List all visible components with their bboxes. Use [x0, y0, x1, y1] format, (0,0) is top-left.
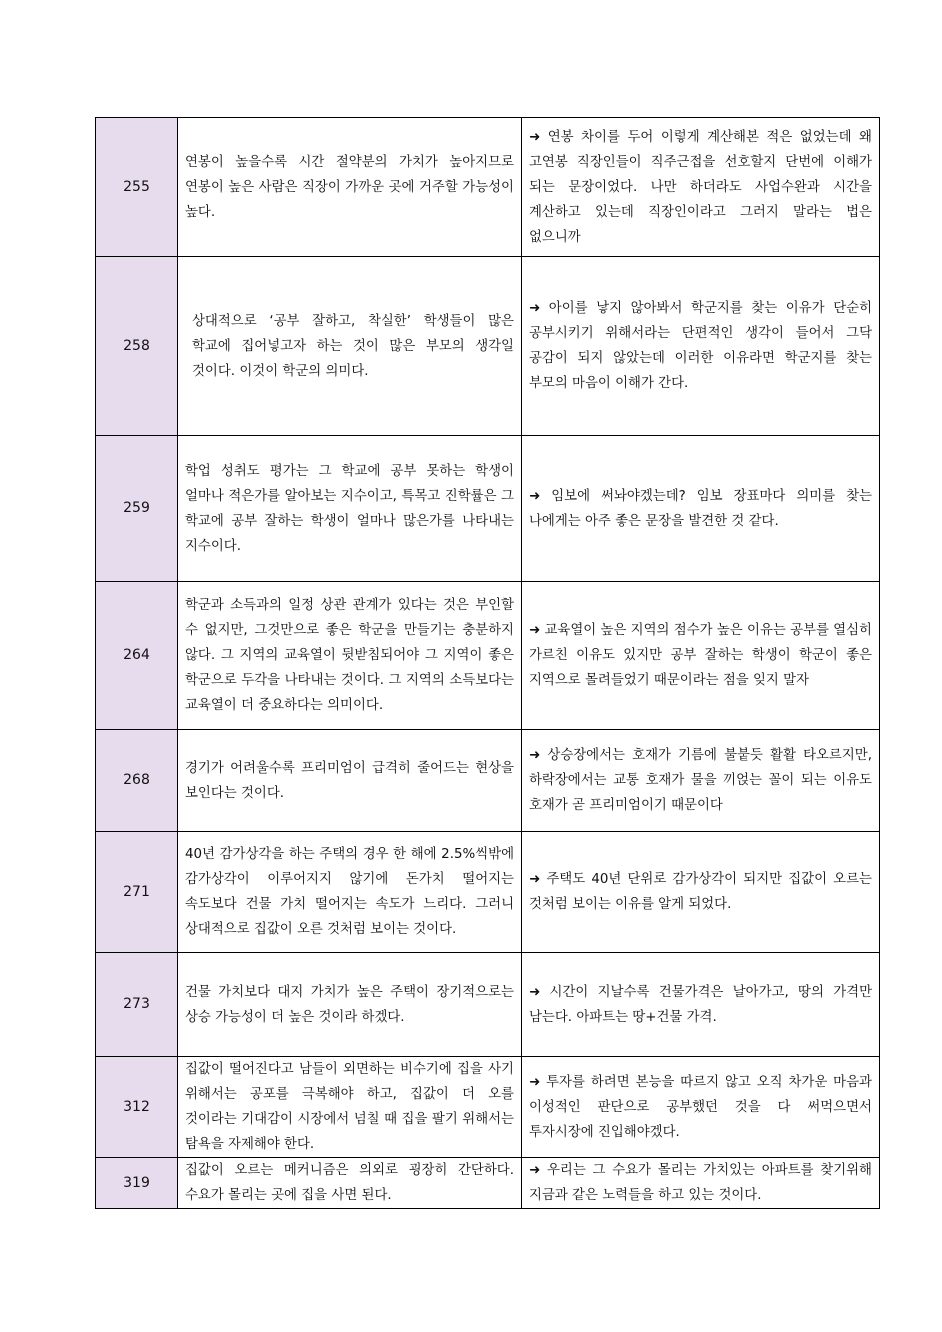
- table-row: [96, 1057, 880, 1158]
- comment-text: ➜ 우리는 그 수요가 몰리는 가치있는 아파트를 찾기위해 지금과 같은 노력들을 하고 있는 것이다.: [522, 1158, 880, 1209]
- page-number: 273: [96, 953, 178, 1057]
- table-row: [96, 953, 880, 1057]
- reading-notes-table: [95, 117, 880, 1209]
- table-row: [96, 730, 880, 832]
- table-row: [96, 1158, 880, 1209]
- comment-text: ➜ 아이를 낳지 않아봐서 학군지를 찾는 이유가 단순히 공부시키기 위해서라는 단편적인 생각이 들어서 그닥 공감이 되지 않았는데 이러한 이유라면 학군지를 찾는 부모의 마음이 이해가 간다.: [522, 257, 880, 436]
- quote-text: 학업 성취도 평가는 그 학교에 공부 못하는 학생이 얼마나 적은가를 알아보는 지수이고, 특목고 진학률은 그 학교에 공부 잘하는 학생이 얼마나 많은가를 나타내는 지수이다.: [178, 436, 522, 582]
- page-number: 264: [96, 582, 178, 730]
- page-number: 271: [96, 832, 178, 953]
- quote-text: 경기가 어려울수록 프리미엄이 급격히 줄어드는 현상을 보인다는 것이다.: [178, 730, 522, 832]
- comment-text: ➜ 주택도 40년 단위로 감가상각이 되지만 집값이 오르는 것처럼 보이는 이유를 알게 되었다.: [522, 832, 880, 953]
- table-row: [96, 832, 880, 953]
- quote-text: 집값이 오르는 메커니즘은 의외로 굉장히 간단하다. 수요가 몰리는 곳에 집을 사면 된다.: [178, 1158, 522, 1209]
- comment-text: ➜ 상승장에서는 호재가 기름에 불붙듯 활활 타오르지만, 하락장에서는 교통 호재가 물을 끼얹는 꼴이 되는 이유도 호재가 곧 프리미엄이기 때문이다: [522, 730, 880, 832]
- page-number: 255: [96, 118, 178, 257]
- quote-text: 건물 가치보다 대지 가치가 높은 주택이 장기적으로는 상승 가능성이 더 높은 것이라 하겠다.: [178, 953, 522, 1057]
- table-row: [96, 118, 880, 257]
- comment-text: ➜ 시간이 지날수록 건물가격은 날아가고, 땅의 가격만 남는다. 아파트는 땅+건물 가격.: [522, 953, 880, 1057]
- quote-text: 연봉이 높을수록 시간 절약분의 가치가 높아지므로 연봉이 높은 사람은 직장이 가까운 곳에 거주할 가능성이 높다.: [178, 118, 522, 257]
- table-row: [96, 582, 880, 730]
- quote-text: 상대적으로 ‘공부 잘하고, 착실한’ 학생들이 많은 학교에 집어넣고자 하는 것이 많은 부모의 생각일 것이다. 이것이 학군의 의미다.: [178, 257, 522, 436]
- comment-text: ➜ 투자를 하려면 본능을 따르지 않고 오직 차가운 마음과 이성적인 판단으로 공부했던 것을 다 써먹으면서 투자시장에 진입해야겠다.: [522, 1057, 880, 1158]
- quote-text: 학군과 소득과의 일정 상관 관계가 있다는 것은 부인할 수 없지만, 그것만으로 좋은 학군을 만들기는 충분하지 않다. 그 지역의 교육열이 뒷받침되어야 그 지역이 좋은 학군으로 두각을 나타내는 것이다. 그 지역의 소득보다는 교육열이 더 중요하다는 의미이다.: [178, 582, 522, 730]
- table-row: [96, 436, 880, 582]
- page-number: 319: [96, 1158, 178, 1209]
- page-number: 312: [96, 1057, 178, 1158]
- comment-text: ➜ 교육열이 높은 지역의 점수가 높은 이유는 공부를 열심히 가르친 이유도 있지만 공부 잘하는 학생이 학군이 좋은 지역으로 몰려들었기 때문이라는 점을 잊지 말자: [522, 582, 880, 730]
- quote-text: 집값이 떨어진다고 남들이 외면하는 비수기에 집을 사기 위해서는 공포를 극복해야 하고, 집값이 더 오를 것이라는 기대감이 시장에서 넘칠 때 집을 팔기 위해서는 탐욕을 자제해야 한다.: [178, 1057, 522, 1158]
- page-number: 259: [96, 436, 178, 582]
- quote-text: 40년 감가상각을 하는 주택의 경우 한 해에 2.5%씩밖에 감가상각이 이루어지지 않기에 돈가치 떨어지는 속도보다 건물 가치 떨어지는 속도가 느리다. 그러니 상대적으로 집값이 오른 것처럼 보이는 것이다.: [178, 832, 522, 953]
- comment-text: ➜ 임보에 써놔야겠는데? 임보 장표마다 의미를 찾는 나에게는 아주 좋은 문장을 발견한 것 같다.: [522, 436, 880, 582]
- page-number: 258: [96, 257, 178, 436]
- page-number: 268: [96, 730, 178, 832]
- comment-text: ➜ 연봉 차이를 두어 이렇게 계산해본 적은 없었는데 왜 고연봉 직장인들이 직주근접을 선호할지 단번에 이해가 되는 문장이었다. 나만 하더라도 사업수완과 시간을 계산하고 있는데 직장인이라고 그러지 말라는 법은 없으니까: [522, 118, 880, 257]
- table-row: [96, 257, 880, 436]
